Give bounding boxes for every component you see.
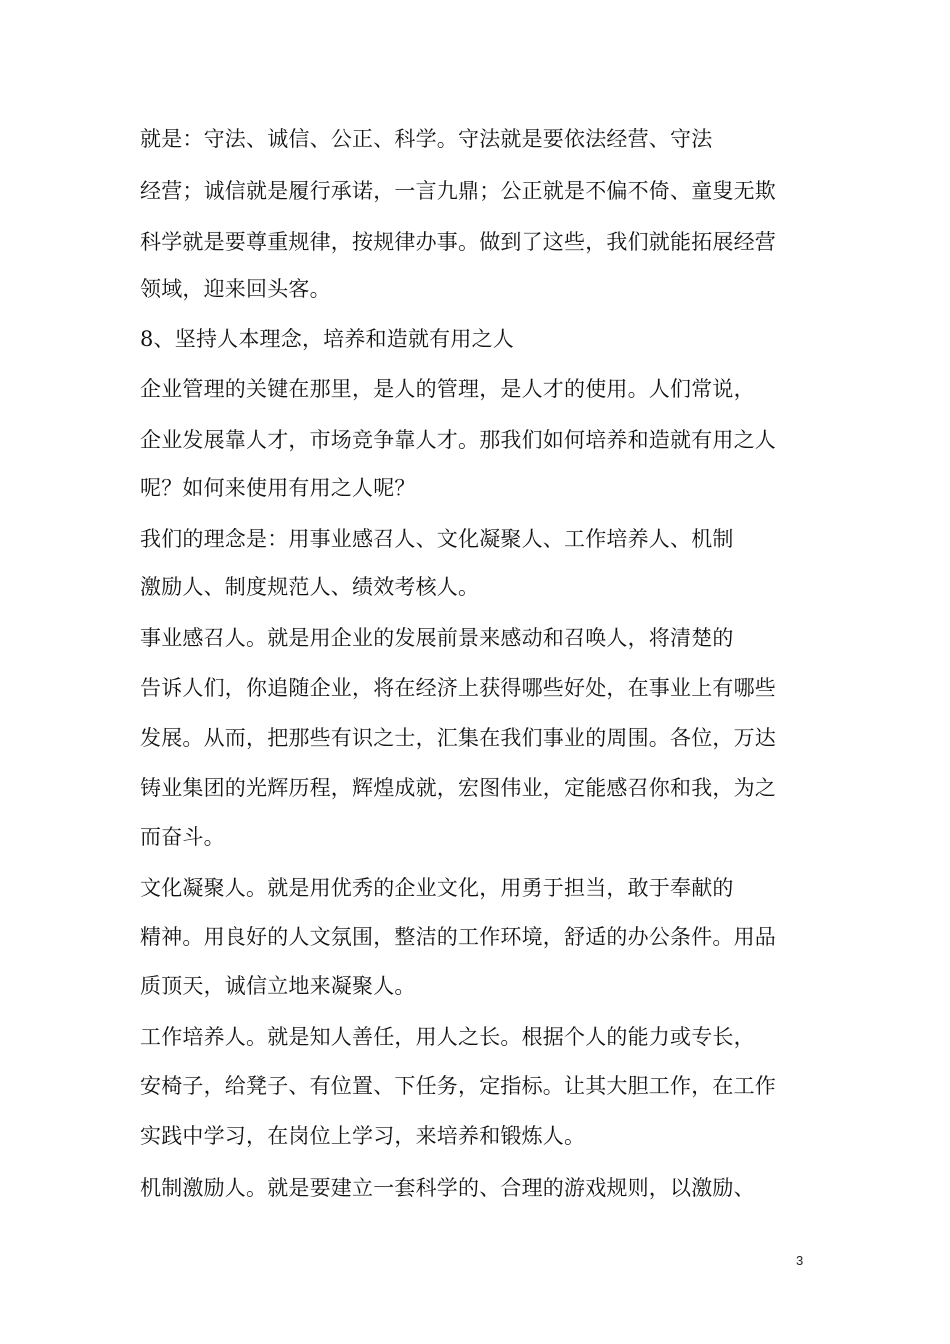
text-line: 领域，迎来回头客。 <box>140 277 331 301</box>
text-line: 铸业集团的光辉历程，辉煌成就，宏图伟业，定能感召你和我，为之 <box>140 776 776 800</box>
text-line: 告诉人们，你追随企业，将在经济上获得哪些好处，在事业上有哪些 <box>140 676 776 700</box>
text-line: 文化凝聚人。就是用优秀的企业文化，用勇于担当，敢于奉献的 <box>140 876 734 900</box>
text-line: 我们的理念是：用事业感召人、文化凝聚人、工作培养人、机制 <box>140 527 734 551</box>
text-line: 事业感召人。就是用企业的发展前景来感动和召唤人，将清楚的 <box>140 626 734 650</box>
text-line: 企业发展靠人才，市场竞争靠人才。那我们如何培养和造就有用之人 <box>140 428 776 452</box>
text-line: 呢？如何来使用有用之人呢？ <box>140 476 416 500</box>
page-number: 3 <box>796 1253 804 1268</box>
text-line: 实践中学习，在岗位上学习，来培养和锻炼人。 <box>140 1124 586 1148</box>
text-line: 科学就是要尊重规律，按规律办事。做到了这些，我们就能拓展经营 <box>140 230 776 254</box>
text-line: 精神。用良好的人文氛围，整洁的工作环境，舒适的办公条件。用品 <box>140 925 776 949</box>
text-line: 工作培养人。就是知人善任，用人之长。根据个人的能力或专长， <box>140 1025 755 1049</box>
text-line: 机制激励人。就是要建立一套科学的、合理的游戏规则，以激励、 <box>140 1176 755 1200</box>
text-line: 安椅子，给凳子、有位置、下任务，定指标。让其大胆工作，在工作 <box>140 1074 776 1098</box>
section-heading: 8、坚持人本理念，培养和造就有用之人 <box>140 327 514 351</box>
text-line: 经营；诚信就是履行承诺，一言九鼎；公正就是不偏不倚、童叟无欺 <box>140 179 776 203</box>
text-line: 而奋斗。 <box>140 825 225 849</box>
text-line: 激励人、制度规范人、绩效考核人。 <box>140 575 480 599</box>
text-line: 质顶天，诚信立地来凝聚人。 <box>140 974 416 998</box>
text-line: 发展。从而，把那些有识之士，汇集在我们事业的周围。各位，万达 <box>140 726 776 750</box>
text-line: 就是：守法、诚信、公正、科学。守法就是要依法经营、守法 <box>140 127 713 151</box>
text-line: 企业管理的关键在那里，是人的管理，是人才的使用。人们常说， <box>140 377 755 401</box>
